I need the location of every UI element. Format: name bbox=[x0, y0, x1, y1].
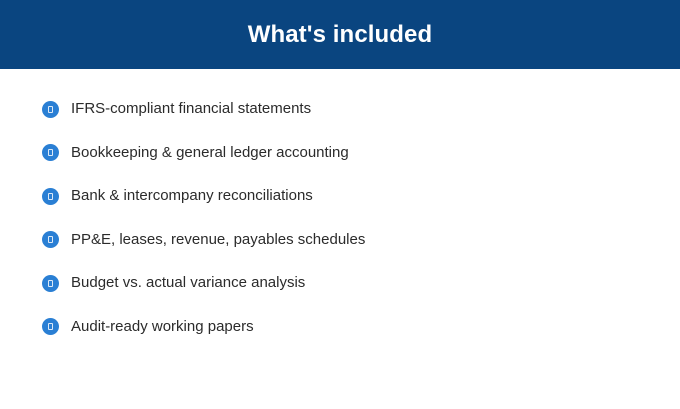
bullet-icon bbox=[42, 188, 59, 205]
header-bar bbox=[0, 0, 680, 69]
list-item-label: Bank & intercompany reconciliations bbox=[71, 187, 313, 205]
bullet-icon bbox=[42, 275, 59, 292]
bullet-icon bbox=[42, 101, 59, 118]
bullet-icon bbox=[42, 231, 59, 248]
list-item bbox=[42, 229, 365, 251]
included-list bbox=[42, 98, 365, 360]
list-item-label: Budget vs. actual variance analysis bbox=[71, 274, 306, 292]
list-item bbox=[42, 142, 365, 164]
list-item-label: Audit-ready working papers bbox=[71, 317, 254, 335]
list-item bbox=[42, 272, 365, 294]
bullet-icon bbox=[42, 144, 59, 161]
list-item-label: PP&E, leases, revenue, payables schedules bbox=[71, 230, 366, 248]
list-item bbox=[42, 185, 365, 207]
list-item bbox=[42, 316, 365, 338]
list-item-label: IFRS-compliant financial statements bbox=[71, 100, 312, 117]
list-item bbox=[42, 98, 365, 120]
bullet-icon bbox=[42, 318, 59, 335]
list-item-label: Bookkeeping & general ledger accounting bbox=[71, 143, 349, 161]
page-title: What's included bbox=[247, 21, 433, 48]
